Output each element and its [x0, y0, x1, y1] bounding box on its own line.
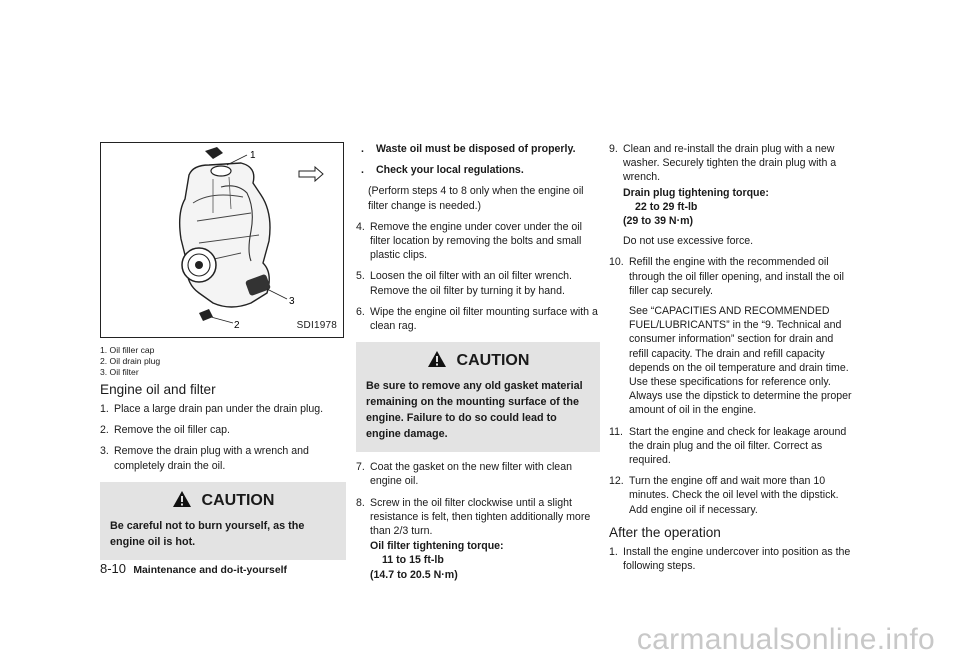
step-item: 9. Clean and re-install the drain plug with a new washer. Securely tighten the drain plug with a wrench. Drain plug tightening torque: 22 to 29 ft-lb (29 to 39 N·m) Do not use excessive force. [609, 142, 853, 248]
column-middle [356, 142, 600, 589]
watermark: carmanualsonline.info [636, 623, 935, 656]
bullet-item: . Waste oil must be disposed of properly. [361, 143, 576, 155]
section-title-after-operation: After the operation [609, 524, 721, 540]
note-paragraph: (Perform steps 4 to 8 only when the engine oil filter change is needed.) [368, 185, 584, 212]
torque-spec [623, 186, 853, 229]
step-item: 11. Start the engine and check for leakage around the drain plug and the oil filter. Correct as required. [609, 425, 847, 467]
figure-legend [100, 345, 346, 378]
chapter-title: Maintenance and do-it-yourself [133, 565, 287, 576]
step-item: 5. Loosen the oil filter with an oil filter wrench. Remove the oil filter by turning it by hand. [356, 270, 572, 297]
caution-heading: CAUTION [366, 350, 590, 371]
caution-text: Be careful not to burn yourself, as the engine oil is hot. [110, 519, 305, 548]
caution-text: Be sure to remove any old gasket material remaining on the mounting surface of the engine. Failure to do so could lead to engine damage. [366, 380, 583, 441]
step-item: 7. Coat the gasket on the new filter with clean engine oil. [356, 461, 572, 488]
torque-value-nm: (14.7 to 20.5 N·m) [370, 568, 458, 581]
torque-label: Drain plug tightening torque: [623, 186, 769, 199]
caution-box [100, 482, 346, 560]
page-footer [100, 561, 287, 576]
engine-illustration [101, 143, 343, 337]
torque-label: Oil filter tightening torque: [370, 540, 504, 553]
legend-item: 3. Oil filter [100, 367, 139, 377]
engine-figure [100, 142, 344, 338]
section-title-engine-oil: Engine oil and filter [100, 382, 216, 397]
step-item: 8. Screw in the oil filter clockwise until a slight resistance is felt, then tighten additionally more than 2/3 turn. Oil filter tightening torque: 11 to 15 ft-lb (14.7 to 20.5 N·m) [356, 496, 600, 582]
step-item: 6. Wipe the engine oil filter mounting surface with a clean rag. [356, 305, 598, 333]
step-note: Do not use excessive force. [623, 235, 754, 248]
torque-spec [370, 539, 600, 582]
caution-heading: CAUTION [110, 490, 336, 511]
warning-icon [172, 490, 192, 508]
callout-1: 1 [250, 150, 256, 161]
torque-value-ftlb: 11 to 15 ft-lb [382, 554, 444, 567]
step-item: 2. Remove the oil filler cap. [100, 424, 230, 437]
step-item: 4. Remove the engine under cover under the oil filter location by removing the bolts and small plastic clips. [356, 220, 583, 262]
step-item: 10. Refill the engine with the recommended oil through the oil filler opening, and install the oil filler cap securely. See “CAPACITIES AND RECOMMENDED FUEL/LUBRICANTS” in the “9. Technical and consumer information” section for drain and refill capacity. The drain and refill capacity depends on the oil temperature and drain time. Use these specifications for reference only. Always use the dipstick to determine the proper amount of oil in the engine. [609, 256, 852, 417]
page-number: 8-10 [100, 561, 127, 576]
column-right [609, 142, 853, 580]
column-left [100, 142, 346, 568]
step-item: 1. Place a large drain pan under the drain plug. [100, 403, 324, 415]
callout-3: 3 [289, 296, 295, 307]
step-item: 3. Remove the drain plug with a wrench and completely drain the oil. [100, 445, 309, 472]
step-item: 1. Install the engine undercover into position as the following steps. [609, 545, 851, 573]
step-note: See “CAPACITIES AND RECOMMENDED FUEL/LUBRICANTS” in the “9. Technical and consumer information” section for drain and refill capacity. The drain and refill capacity depends on the oil temperature and drain time. Use these specifications for reference only. Always use the dipstick to determine the proper amount of oil in the engine. [629, 305, 852, 417]
step-item: 12. Turn the engine off and wait more than 10 minutes. Check the oil level with the dipstick. Add engine oil if necessary. [609, 475, 839, 516]
torque-value-ftlb: 22 to 29 ft-lb [635, 200, 698, 213]
figure-code: SDI1978 [296, 319, 337, 331]
caution-box [356, 342, 600, 452]
callout-2: 2 [234, 320, 240, 331]
torque-value-nm: (29 to 39 N·m) [623, 215, 694, 228]
warning-icon [427, 350, 447, 368]
bullet-item: . Check your local regulations. [361, 164, 524, 177]
legend-item: 2. Oil drain plug [100, 356, 161, 366]
legend-item: 1. Oil filler cap [100, 345, 155, 355]
